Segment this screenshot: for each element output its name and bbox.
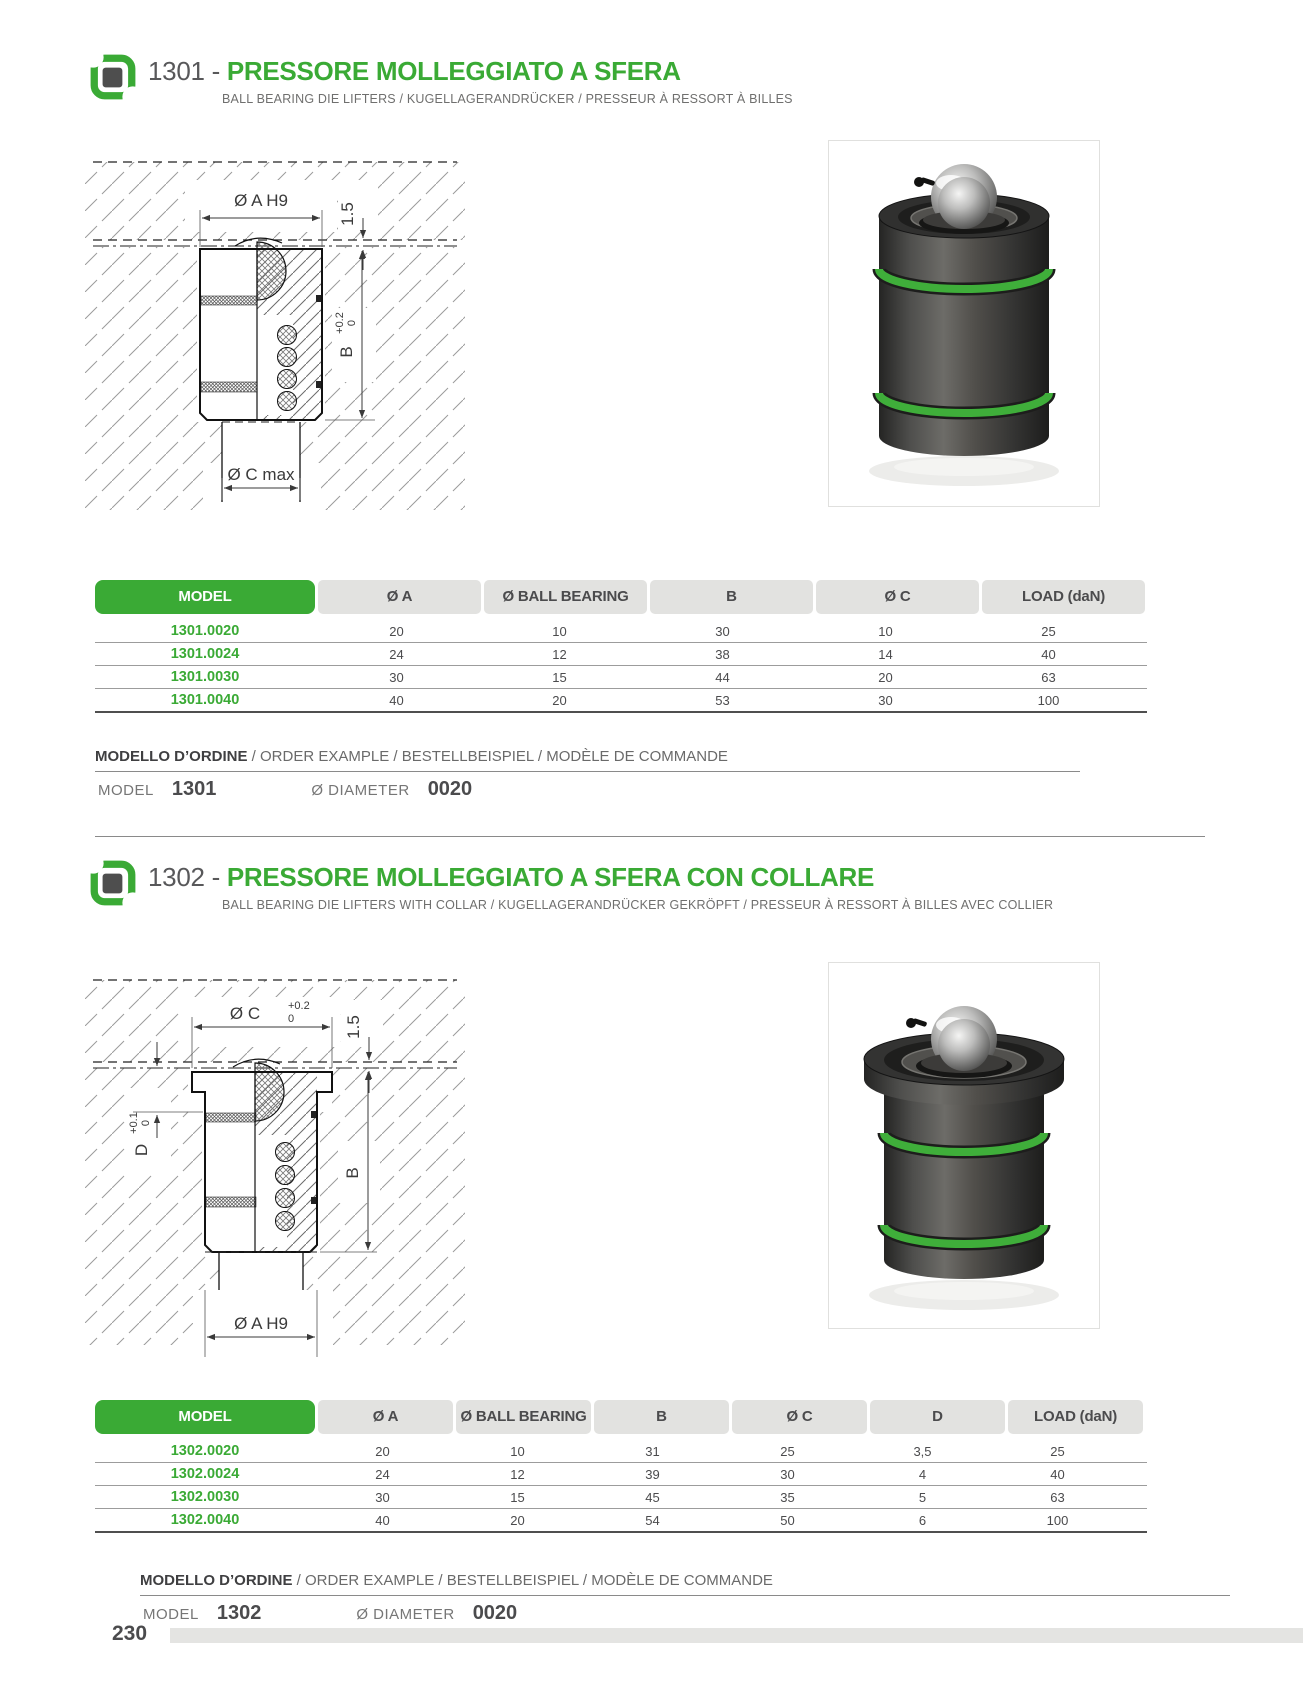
model-cell: 1302.0024 <box>170 1466 240 1482</box>
section-heading-1302 <box>148 862 874 893</box>
value-cell: 20 <box>878 669 893 685</box>
brand-icon <box>88 52 138 102</box>
column-header-ball-bearing: Ø BALL BEARING <box>456 1400 591 1434</box>
dim-label-dia-a: Ø A H9 <box>234 1314 288 1333</box>
model-cell: 1302.0030 <box>170 1489 240 1505</box>
section-code: 1301 - <box>148 56 227 86</box>
value-cell: 100 <box>1037 692 1060 708</box>
value-cell: 25 <box>780 1443 795 1459</box>
section-title: PRESSORE MOLLEGGIATO A SFERA <box>226 56 681 86</box>
table-row <box>95 620 1147 643</box>
dim-label-depth: B <box>337 346 356 358</box>
value-cell: 30 <box>780 1466 795 1482</box>
table-header-row <box>95 1400 1147 1434</box>
table-header-row <box>95 580 1147 614</box>
column-header-model: MODEL <box>95 580 315 614</box>
value-cell: 20 <box>375 1443 390 1459</box>
table-row <box>95 1440 1147 1463</box>
order-heading-rest: / ORDER EXAMPLE / BESTELLBEISPIEL / MODÈLE DE COMMANDE <box>292 1572 773 1589</box>
dim-tol-hi: +0.2 <box>288 1000 310 1012</box>
section-heading-1301 <box>148 56 681 87</box>
order-model-value: 1302 <box>216 1602 262 1624</box>
column-header-b: B <box>650 580 813 614</box>
value-cell: 63 <box>1050 1489 1065 1505</box>
brand-icon <box>88 858 138 908</box>
value-cell: 38 <box>715 646 730 662</box>
order-diameter-value: 0020 <box>472 1602 518 1624</box>
model-cell: 1301.0024 <box>170 646 240 662</box>
value-cell: 53 <box>715 692 730 708</box>
column-header-dia-c: Ø C <box>732 1400 867 1434</box>
dim-tol-hi: +0.2 <box>334 312 346 334</box>
model-cell: 1301.0030 <box>170 669 240 685</box>
dim-label-dia-c: Ø C <box>229 1004 261 1023</box>
order-heading-rest: / ORDER EXAMPLE / BESTELLBEISPIEL / MODÈLE DE COMMANDE <box>247 748 728 765</box>
footer-bar <box>170 1628 1303 1643</box>
spec-table-1302 <box>95 1400 1147 1533</box>
value-cell: 20 <box>389 623 404 639</box>
technical-drawing-1301 <box>85 130 465 515</box>
value-cell: 54 <box>645 1512 660 1528</box>
die-lifter-collar-photo <box>829 963 1099 1328</box>
order-heading-bold: MODELLO D’ORDINE <box>95 748 248 765</box>
value-cell: 25 <box>1050 1443 1065 1459</box>
table-row <box>95 1509 1147 1533</box>
column-header-ball-bearing: Ø BALL BEARING <box>484 580 647 614</box>
model-cell: 1301.0040 <box>170 692 240 708</box>
value-cell: 15 <box>510 1489 525 1505</box>
table-row <box>95 666 1147 689</box>
value-cell: 30 <box>375 1489 390 1505</box>
value-cell: 20 <box>510 1512 525 1528</box>
value-cell: 40 <box>1041 646 1056 662</box>
value-cell: 31 <box>645 1443 660 1459</box>
value-cell: 30 <box>878 692 893 708</box>
order-diameter-label: Ø DIAMETER <box>311 782 410 799</box>
product-photo-1302 <box>828 962 1100 1329</box>
section-title: PRESSORE MOLLEGGIATO A SFERA CON COLLARE <box>226 862 875 892</box>
dim-label-protrusion: 1.5 <box>338 202 357 226</box>
dim-tol-lo: 0 <box>288 1013 295 1025</box>
order-model-value: 1301 <box>171 778 217 800</box>
dim-label-dia-a: Ø A H9 <box>234 191 288 210</box>
value-cell: 10 <box>878 623 893 639</box>
die-lifter-photo <box>829 141 1099 506</box>
section-code: 1302 - <box>148 862 227 892</box>
column-header-dia-c: Ø C <box>816 580 979 614</box>
order-diameter-label: Ø DIAMETER <box>356 1606 455 1623</box>
column-header-model: MODEL <box>95 1400 315 1434</box>
value-cell: 15 <box>552 669 567 685</box>
dim-label-depth: B <box>343 1167 362 1179</box>
model-cell: 1301.0020 <box>170 623 240 639</box>
value-cell: 10 <box>510 1443 525 1459</box>
value-cell: 40 <box>1050 1466 1065 1482</box>
value-cell: 44 <box>715 669 730 685</box>
table-row <box>95 1463 1147 1486</box>
section-subtitle: BALL BEARING DIE LIFTERS / KUGELLAGERANDRÜCKER / PRESSEUR À RESSORT À BILLES <box>222 92 793 106</box>
value-cell: 40 <box>375 1512 390 1528</box>
column-header-d: D <box>870 1400 1005 1434</box>
order-example-line <box>98 778 472 801</box>
value-cell: 39 <box>645 1466 660 1482</box>
value-cell: 63 <box>1041 669 1056 685</box>
value-cell: 40 <box>389 692 404 708</box>
value-cell: 24 <box>389 646 404 662</box>
value-cell: 30 <box>715 623 730 639</box>
value-cell: 100 <box>1046 1512 1069 1528</box>
value-cell: 14 <box>878 646 893 662</box>
value-cell: 50 <box>780 1512 795 1528</box>
value-cell: 12 <box>510 1466 525 1482</box>
product-photo-1301 <box>828 140 1100 507</box>
value-cell: 30 <box>389 669 404 685</box>
dim-tol-hi: +0.1 <box>128 1112 140 1134</box>
order-example-heading <box>95 748 1080 772</box>
dim-label-protrusion: 1.5 <box>344 1015 363 1039</box>
column-header-dia-a: Ø A <box>318 580 481 614</box>
table-row <box>95 643 1147 666</box>
model-cell: 1302.0020 <box>170 1443 240 1459</box>
model-cell: 1302.0040 <box>170 1512 240 1528</box>
value-cell: 10 <box>552 623 567 639</box>
dim-tol-lo: 0 <box>346 319 358 327</box>
column-header-load: LOAD (daN) <box>982 580 1145 614</box>
order-model-label: MODEL <box>98 782 154 799</box>
value-cell: 6 <box>918 1512 927 1528</box>
order-heading-bold: MODELLO D’ORDINE <box>140 1572 293 1589</box>
dim-tol-lo: 0 <box>140 1119 152 1127</box>
value-cell: 24 <box>375 1466 390 1482</box>
value-cell: 45 <box>645 1489 660 1505</box>
section-divider <box>95 836 1205 837</box>
value-cell: 4 <box>918 1466 927 1482</box>
order-model-label: MODEL <box>143 1606 199 1623</box>
section-subtitle: BALL BEARING DIE LIFTERS WITH COLLAR / KUGELLAGERANDRÜCKER GEKRÖPFT / PRESSEUR À RESSORT À BILLES AVEC COLLIER <box>222 898 1054 912</box>
table-row <box>95 1486 1147 1509</box>
column-header-load: LOAD (daN) <box>1008 1400 1143 1434</box>
column-header-dia-a: Ø A <box>318 1400 453 1434</box>
order-example-line <box>143 1602 517 1625</box>
order-diameter-value: 0020 <box>427 778 473 800</box>
page-number: 230 <box>112 1622 148 1645</box>
table-row <box>95 689 1147 713</box>
value-cell: 25 <box>1041 623 1056 639</box>
value-cell: 12 <box>552 646 567 662</box>
dim-label-dia-c: Ø C max <box>227 465 295 484</box>
value-cell: 5 <box>918 1489 927 1505</box>
value-cell: 3,5 <box>913 1443 932 1459</box>
technical-drawing-1302 <box>85 945 465 1365</box>
value-cell: 35 <box>780 1489 795 1505</box>
dim-label-collar: D <box>132 1143 151 1157</box>
column-header-b: B <box>594 1400 729 1434</box>
spec-table-1301 <box>95 580 1147 713</box>
order-example-heading <box>140 1572 1230 1596</box>
value-cell: 20 <box>552 692 567 708</box>
